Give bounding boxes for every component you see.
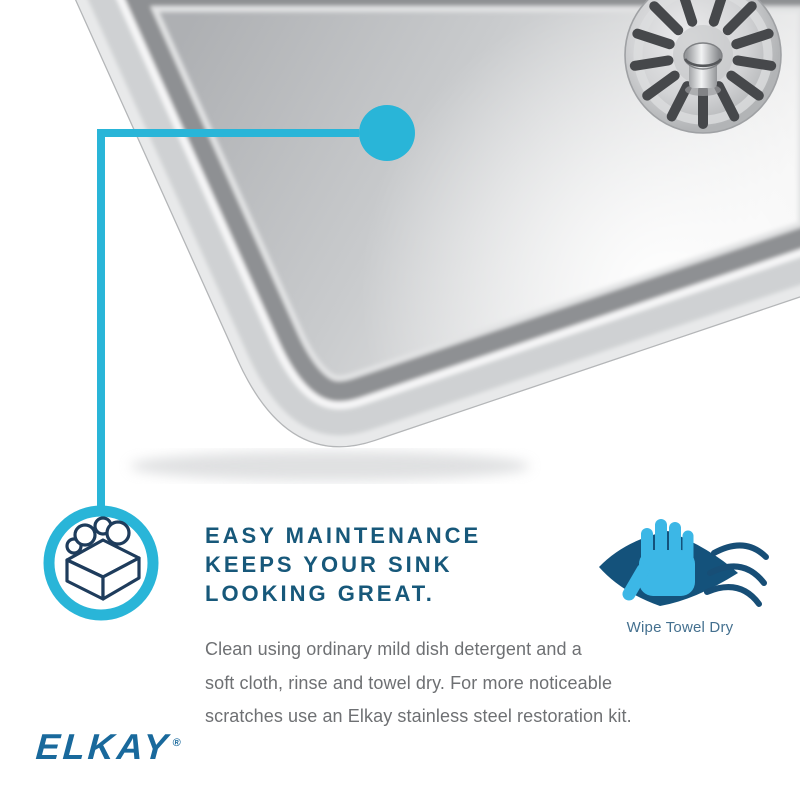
wipe-towel-dry <box>585 500 775 636</box>
heading-line: KEEPS YOUR SINK <box>205 552 453 577</box>
body-line: soft cloth, rinse and towel dry. For more noticeable <box>205 672 613 693</box>
heading-line: LOOKING GREAT. <box>205 581 435 606</box>
elkay-logo-text: ELKAY <box>34 726 172 767</box>
callout-line-vertical <box>97 129 105 507</box>
soap-badge <box>37 499 165 627</box>
registered-mark: ® <box>172 737 182 749</box>
callout-line-horizontal <box>97 129 359 137</box>
maintenance-heading <box>205 521 481 608</box>
hand-wiping-towel-icon <box>585 500 775 612</box>
wipe-towel-dry-label: Wipe Towel Dry <box>626 619 734 636</box>
sink-shadow <box>130 451 530 481</box>
heading-line: EASY MAINTENANCE <box>205 523 482 548</box>
body-line: scratches use an Elkay stainless steel restoration kit. <box>205 706 632 726</box>
elkay-logo <box>35 726 182 768</box>
callout-dot <box>359 105 415 161</box>
body-line: Clean using ordinary mild dish detergent and a <box>205 639 582 659</box>
maintenance-description <box>205 633 632 734</box>
